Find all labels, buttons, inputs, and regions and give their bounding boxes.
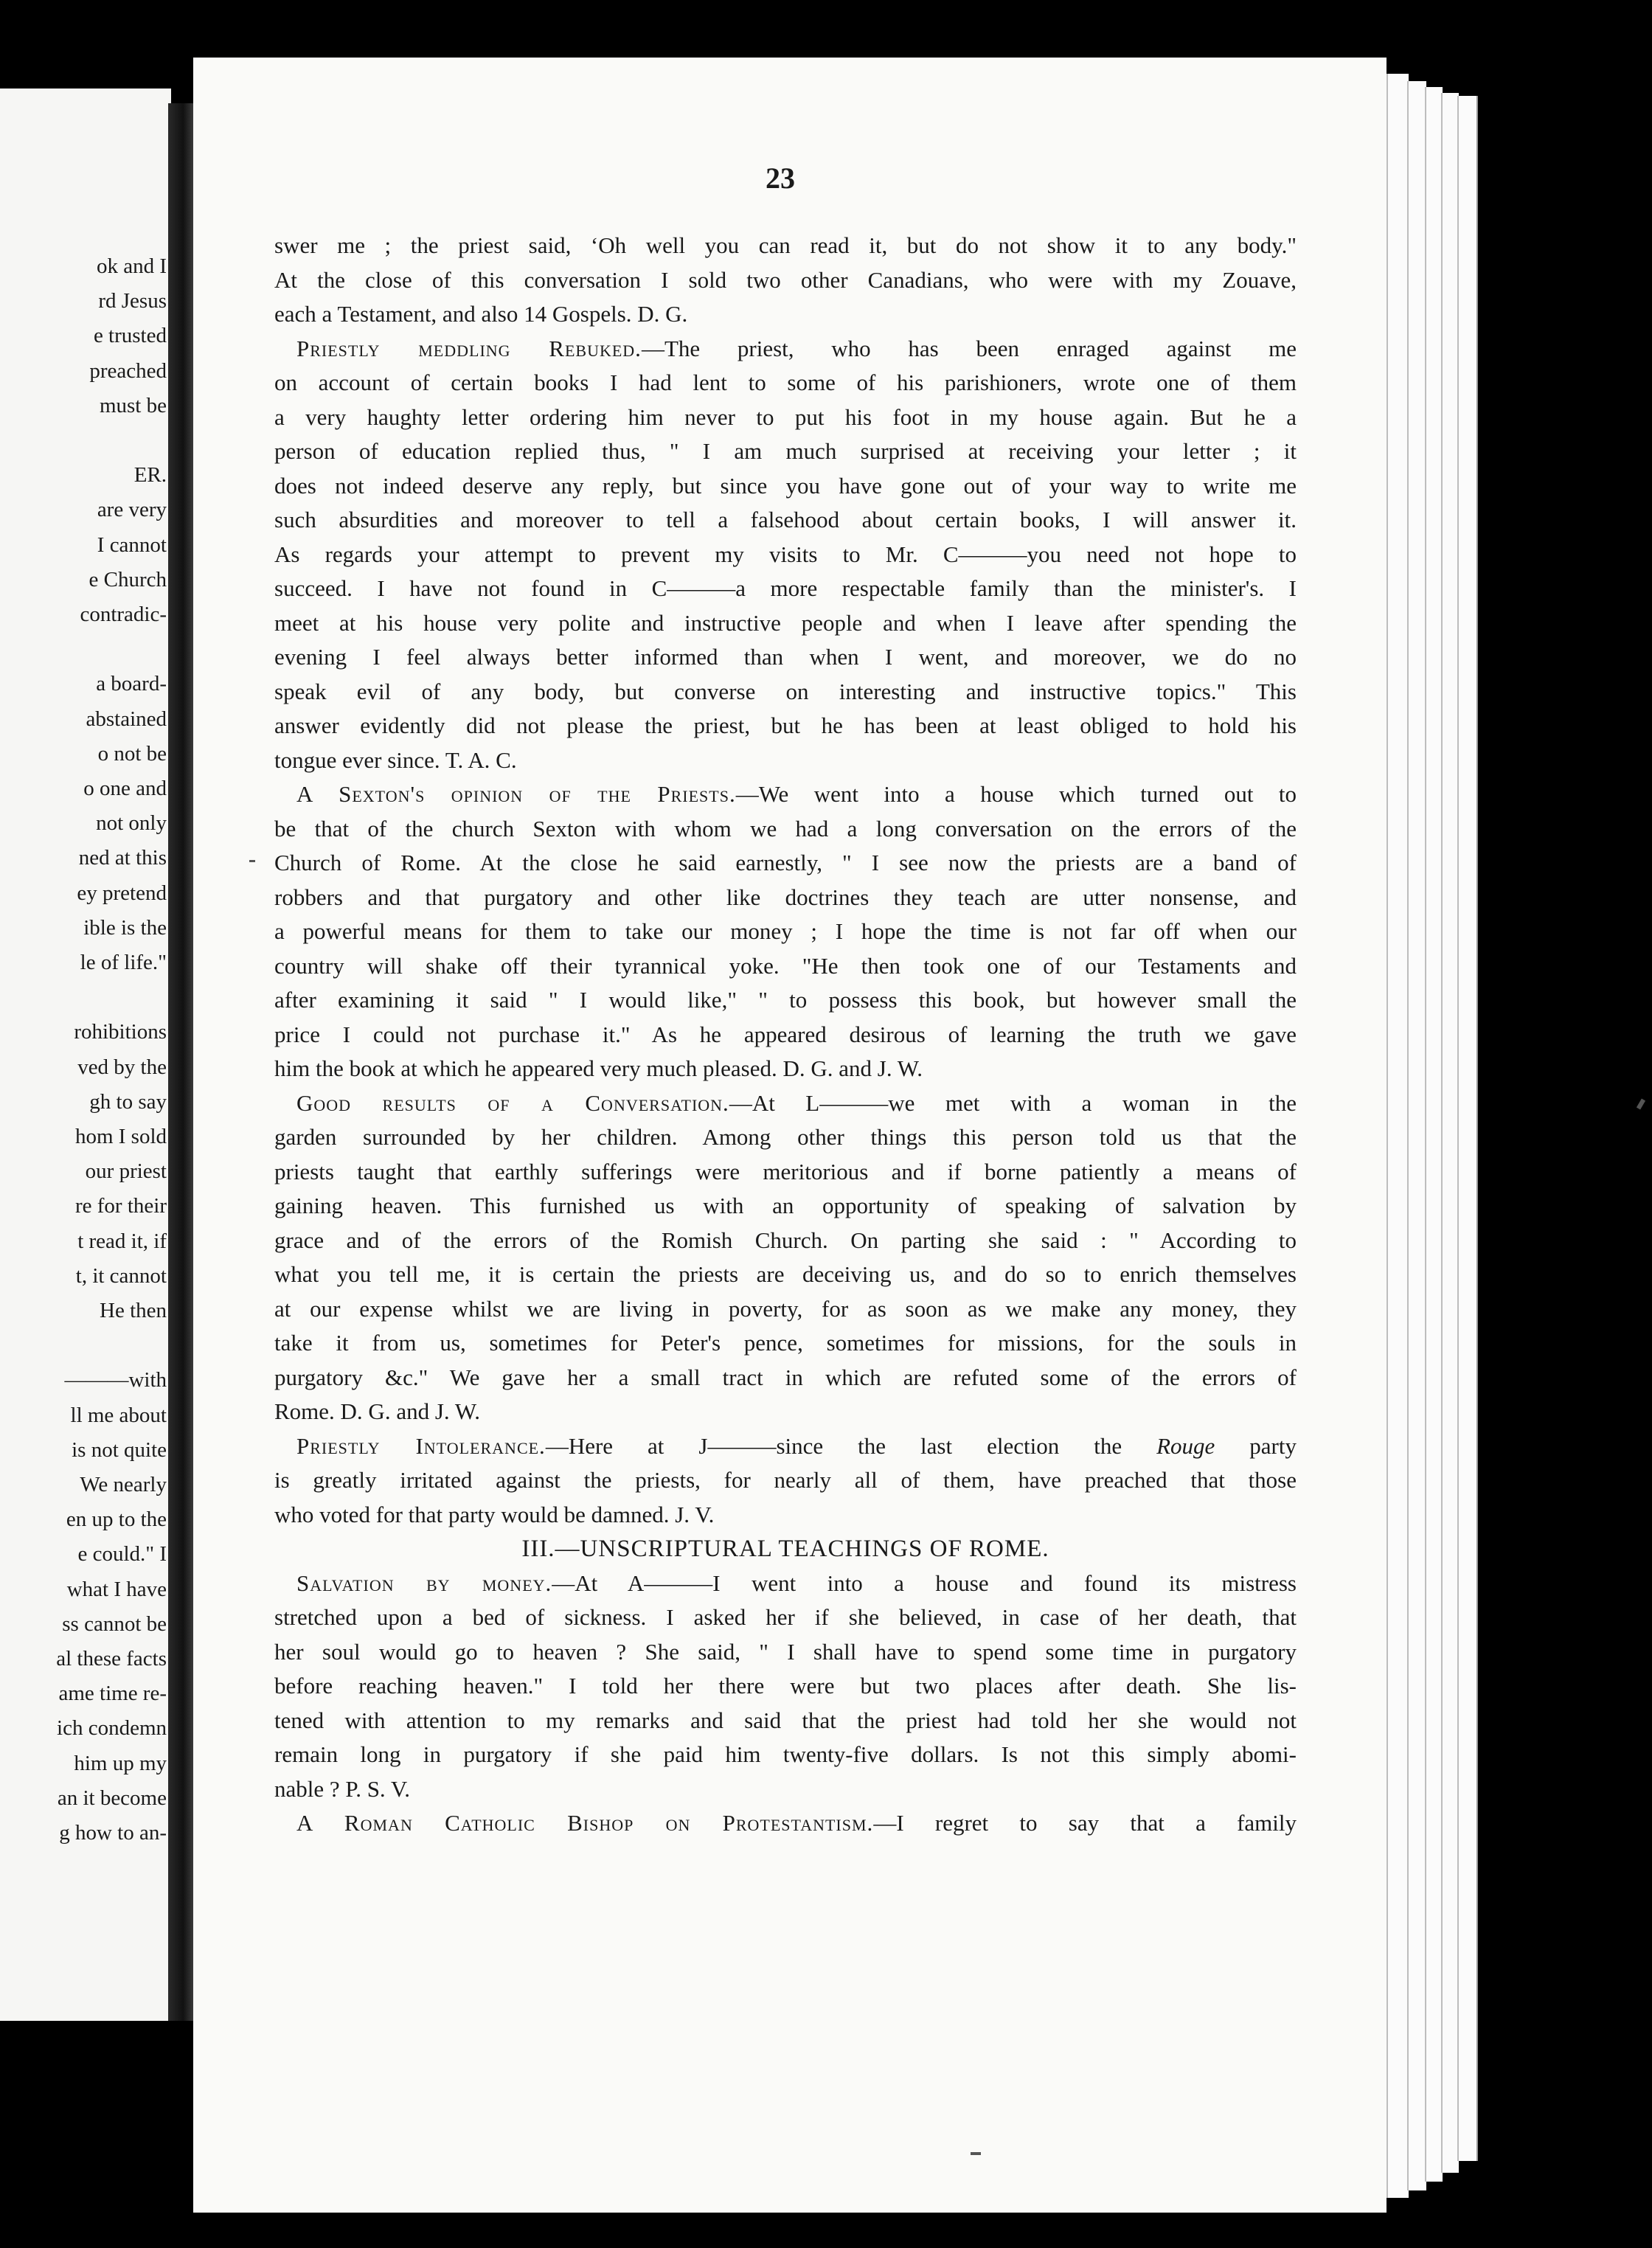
text-line — [274, 915, 1297, 949]
line-text: him the book at which he appeared very much pleased. D. G. and J. W. — [274, 1055, 923, 1081]
paragraph-heading: Priestly meddling Rebuked. — [296, 335, 642, 361]
page-edge — [1386, 74, 1409, 2198]
text-line — [274, 1772, 1297, 1807]
text-line — [274, 1395, 1297, 1429]
left-page-line: re for their — [75, 1194, 167, 1218]
line-text: —We went into a house which turned out to — [735, 781, 1297, 807]
left-page-line: ER. — [133, 463, 167, 488]
line-text: tened with attention to my remarks and said that the priest had told her she would not — [274, 1707, 1297, 1733]
line-text: nable ? P. S. V. — [274, 1775, 411, 1802]
line-text: gaining heaven. This furnished us with an opportunity of speaking of salvation by — [274, 1193, 1297, 1218]
line-text: purgatory &c." We gave her a small tract in which are refuted some of the errors of — [274, 1364, 1297, 1390]
paragraph-first-line — [274, 1086, 1297, 1121]
left-page-line: ey pretend — [77, 881, 167, 905]
text-line — [274, 1463, 1297, 1498]
line-text-tail: party — [1215, 1432, 1297, 1459]
paragraph-heading: Priestly Intolerance. — [296, 1432, 546, 1459]
line-text: each a Testament, and also 14 Gospels. D. G. — [274, 301, 688, 327]
text-line — [274, 469, 1297, 504]
line-text: at our expense whilst we are living in poverty, for as soon as we make any money, they — [274, 1295, 1297, 1322]
italic-term: Rouge — [1156, 1432, 1215, 1459]
left-facing-page — [0, 89, 171, 2021]
page-number: 23 — [766, 162, 795, 195]
text-line — [274, 983, 1297, 1018]
line-text: her soul would go to heaven ? She said, " I shall have to spend some time in purgatory — [274, 1638, 1297, 1665]
text-line — [274, 503, 1297, 538]
text-line — [274, 812, 1297, 847]
text-line — [274, 1257, 1297, 1292]
left-page-line: must be — [99, 393, 167, 417]
text-line — [274, 1224, 1297, 1258]
line-text: swer me ; the priest said, ‘Oh well you can read it, but do not show it to any body." — [274, 232, 1297, 258]
line-text: evening I feel always better informed than when I went, and moreover, we do no — [274, 644, 1297, 670]
left-page-line: is not quite — [72, 1437, 167, 1462]
page-edge — [1425, 87, 1443, 2182]
book-gutter — [168, 103, 193, 2021]
line-text: what you tell me, it is certain the priests are deceiving us, and do so to enrich themselves — [274, 1261, 1297, 1287]
line-text: who voted for that party would be damned. J. V. — [274, 1501, 715, 1527]
text-line — [274, 263, 1297, 298]
text-line — [274, 1361, 1297, 1395]
left-page-line: e Church — [88, 567, 167, 592]
paragraph-first-line — [274, 1806, 1297, 1841]
line-text: on account of certain books I had lent to some of his parishioners, wrote one of them — [274, 370, 1297, 395]
line-text: answer evidently did not please the priest, but he has been at least obliged to hold his — [274, 712, 1297, 738]
line-text: —At A———I went into a house and found its mistress — [552, 1569, 1297, 1596]
left-page-line: le of life." — [80, 951, 167, 974]
line-text: robbers and that purgatory and other like doctrines they teach are utter nonsense, and — [274, 884, 1297, 910]
paragraph-heading: Good results of a Conversation. — [296, 1089, 729, 1116]
paragraph-first-line — [274, 332, 1297, 367]
left-page-line: t, it cannot — [75, 1263, 167, 1288]
line-text: —The priest, who has been enraged against me — [641, 335, 1297, 361]
text-line — [274, 1669, 1297, 1704]
left-page-line: abstained — [86, 707, 167, 731]
scan-speck — [1637, 1098, 1645, 1109]
left-page-line: rohibitions — [74, 1020, 167, 1044]
left-page-line: al these facts — [56, 1647, 167, 1671]
left-page-line: ll me about — [70, 1403, 167, 1427]
line-text: priests taught that earthly sufferings were meritorious and if borne patiently a means of — [274, 1158, 1297, 1184]
left-page-line: ok and I — [96, 254, 167, 278]
left-page-line: contradic- — [80, 603, 167, 626]
left-page-line: not only — [96, 811, 167, 836]
page-text-body — [274, 229, 1297, 1841]
text-line — [274, 1052, 1297, 1086]
line-text: after examining it said " I would like," " to possess this book, but however small the — [274, 987, 1297, 1013]
line-text: remain long in purgatory if she paid him twenty-five dollars. Is not this simply abomi- — [274, 1741, 1297, 1767]
left-page-line: e trusted — [93, 324, 167, 348]
line-text: Rome. D. G. and J. W. — [274, 1398, 480, 1424]
left-page-line: o one and — [83, 777, 167, 800]
left-page-line: him up my — [74, 1751, 167, 1775]
left-page-line: We nearly — [80, 1473, 167, 1496]
scan-speck — [971, 2152, 981, 2155]
text-line — [274, 434, 1297, 469]
paragraph-heading: A Sexton's opinion of the Priests. — [296, 781, 736, 807]
text-line — [274, 1189, 1297, 1224]
paragraph-first-line — [274, 1567, 1297, 1601]
text-line — [274, 606, 1297, 641]
line-text: —I regret to say that a family — [873, 1810, 1297, 1836]
line-text: person of education replied thus, " I am much surprised at receiving your letter ; it — [274, 438, 1297, 464]
line-text: meet at his house very polite and instructive people and when I leave after spending the — [274, 609, 1297, 636]
text-line — [274, 640, 1297, 675]
left-page-line: e could." I — [77, 1542, 167, 1567]
text-line — [274, 229, 1297, 263]
line-text: be that of the church Sexton with whom we had a long conversation on the errors of the — [274, 815, 1297, 842]
left-page-line: t read it, if — [77, 1229, 167, 1253]
text-line — [274, 949, 1297, 984]
text-line — [274, 400, 1297, 435]
page-edge — [1407, 81, 1426, 2190]
left-page-line: g how to an- — [59, 1821, 167, 1845]
text-line — [274, 846, 1297, 881]
text-line — [274, 1018, 1297, 1052]
line-text: before reaching heaven." I told her there were but two places after death. She lis- — [274, 1673, 1297, 1699]
left-page-line: en up to the — [66, 1508, 167, 1532]
left-page-line: a board- — [96, 672, 167, 696]
line-text: At the close of this conversation I sold two other Canadians, who were with my Zouave, — [274, 266, 1297, 293]
text-line — [274, 366, 1297, 400]
line-text: tongue ever since. T. A. C. — [274, 746, 517, 773]
left-page-line: ———with — [64, 1368, 167, 1392]
text-line — [274, 709, 1297, 743]
scan-speck — [249, 860, 255, 862]
text-line — [274, 1635, 1297, 1670]
text-line — [274, 572, 1297, 606]
text-line — [274, 1600, 1297, 1635]
line-text: grace and of the errors of the Romish Church. On parting she said : " According to — [274, 1227, 1297, 1253]
line-text: price I could not purchase it." As he appeared desirous of learning the truth we gave — [274, 1021, 1297, 1047]
line-text: As regards your attempt to prevent my visits to Mr. C———you need not hope to — [274, 541, 1297, 567]
paragraph-heading: A Roman Catholic Bishop on Protestantism. — [296, 1810, 874, 1836]
line-text: is greatly irritated against the priests, for nearly all of them, have preached that those — [274, 1467, 1297, 1493]
text-line — [274, 1292, 1297, 1327]
text-line — [274, 881, 1297, 915]
left-page-line: ss cannot be — [62, 1612, 167, 1636]
text-line — [274, 538, 1297, 572]
line-text: succeed. I have not found in C———a more respectable family than the minister's. I — [274, 575, 1297, 601]
left-page-line: gh to say — [89, 1089, 167, 1114]
line-text: a very haughty letter ordering him never to put his foot in my house again. But he a — [274, 403, 1297, 430]
line-text: —At L———we met with a woman in the — [729, 1089, 1297, 1116]
line-text: does not indeed deserve any reply, but since you have gone out of your way to write me — [274, 472, 1297, 499]
left-page-line: hom I sold — [74, 1125, 167, 1148]
text-line — [274, 1120, 1297, 1155]
left-page-line: ved by the — [77, 1055, 167, 1079]
left-page-line: what I have — [66, 1577, 167, 1601]
left-page-line: ich condemn — [57, 1716, 167, 1741]
section-heading: III.—UNSCRIPTURAL TEACHINGS OF ROME. — [521, 1536, 1049, 1562]
line-text: country will shake off their tyrannical yoke. "He then took one of our Testaments and — [274, 952, 1297, 979]
left-page-line: He then — [100, 1299, 167, 1322]
line-text: take it from us, sometimes for Peter's pence, sometimes for missions, for the souls in — [274, 1330, 1297, 1356]
line-text: stretched upon a bed of sickness. I asked her if she believed, in case of her death, that — [274, 1604, 1297, 1630]
text-line — [274, 1326, 1297, 1361]
line-text: speak evil of any body, but converse on interesting and instructive topics." This — [274, 678, 1297, 704]
left-page-line: ible is the — [83, 915, 167, 940]
paragraph-first-line — [274, 777, 1297, 812]
paragraph-heading: Salvation by money. — [296, 1569, 552, 1596]
text-line — [274, 1498, 1297, 1533]
left-page-line: o not be — [97, 741, 167, 766]
text-line — [274, 1738, 1297, 1772]
line-text: —Here at J———since the last election the — [545, 1432, 1157, 1459]
page-edge — [1457, 96, 1478, 2161]
text-line — [274, 1704, 1297, 1738]
line-text: Church of Rome. At the close he said earnestly, " I see now the priests are a band of — [274, 850, 1297, 875]
text-line — [274, 675, 1297, 710]
paragraph-first-line — [274, 1429, 1297, 1464]
left-page-line: preached — [89, 358, 167, 383]
text-line — [274, 743, 1297, 778]
line-text: a powerful means for them to take our money ; I hope the time is not far off when our — [274, 918, 1297, 944]
left-page-line: ame time re- — [58, 1682, 167, 1706]
page-edge — [1441, 93, 1459, 2173]
left-page-line: I cannot — [97, 532, 167, 557]
left-page-line: our priest — [85, 1159, 167, 1184]
left-page-line: are very — [97, 498, 167, 522]
text-line — [274, 297, 1297, 332]
line-text: garden surrounded by her children. Among other things this person told us that the — [274, 1124, 1297, 1150]
left-page-line: ned at this — [78, 846, 167, 870]
line-text: such absurdities and moreover to tell a falsehood about certain books, I will answer it. — [274, 507, 1297, 532]
left-page-line: an it become — [57, 1786, 167, 1810]
left-page-line: rd Jesus — [98, 289, 167, 313]
text-line — [274, 1155, 1297, 1190]
